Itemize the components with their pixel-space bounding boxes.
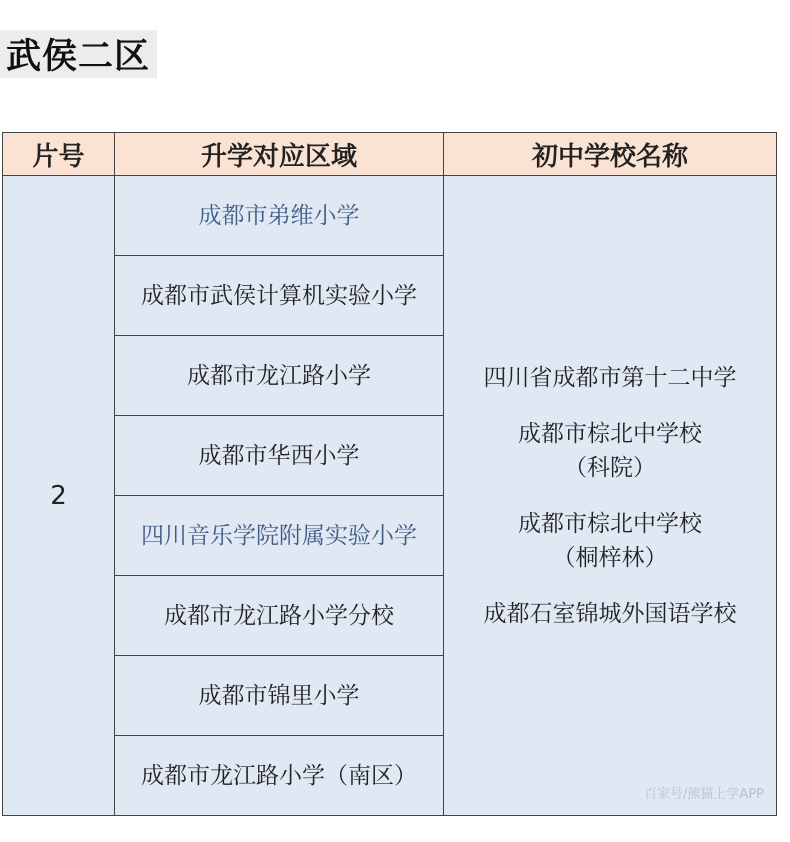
district-table [2, 132, 777, 816]
middle-school-campus: （桐梓林） [552, 544, 668, 571]
middle-school-name: 成都市棕北中学校 [518, 420, 702, 447]
middle-school-name: 成都市棕北中学校 [518, 510, 702, 537]
primary-school-cell: 四川音乐学院附属实验小学 [115, 496, 444, 576]
piece-number-cell: 2 [3, 176, 115, 816]
header-enrollment-area: 升学对应区域 [115, 133, 444, 176]
title-banner [0, 30, 157, 78]
table-row [3, 176, 777, 256]
primary-school-cell: 成都市龙江路小学分校 [115, 576, 444, 656]
table-header-row [3, 133, 777, 176]
header-piece-number: 片号 [3, 133, 115, 176]
middle-school-name: 四川省成都市第十二中学 [483, 364, 737, 391]
page-title: 武侯二区 [6, 37, 151, 77]
primary-school-cell: 成都市华西小学 [115, 416, 444, 496]
middle-school-name: 成都石室锦城外国语学校 [483, 600, 737, 627]
primary-school-cell: 成都市锦里小学 [115, 656, 444, 736]
primary-school-cell: 成都市武侯计算机实验小学 [115, 256, 444, 336]
middle-school-item [444, 507, 776, 575]
primary-school-cell: 成都市龙江路小学 [115, 336, 444, 416]
middle-school-item [444, 597, 776, 631]
middle-school-campus: （科院） [564, 454, 656, 481]
primary-school-cell: 成都市龙江路小学（南区） [115, 736, 444, 816]
primary-school-cell: 成都市弟维小学 [115, 176, 444, 256]
watermark: 百家号/熊猫上学APP [644, 787, 764, 802]
header-middle-school: 初中学校名称 [444, 133, 777, 176]
middle-school-item [444, 361, 776, 395]
middle-school-cell [444, 176, 777, 816]
middle-school-item [444, 417, 776, 485]
